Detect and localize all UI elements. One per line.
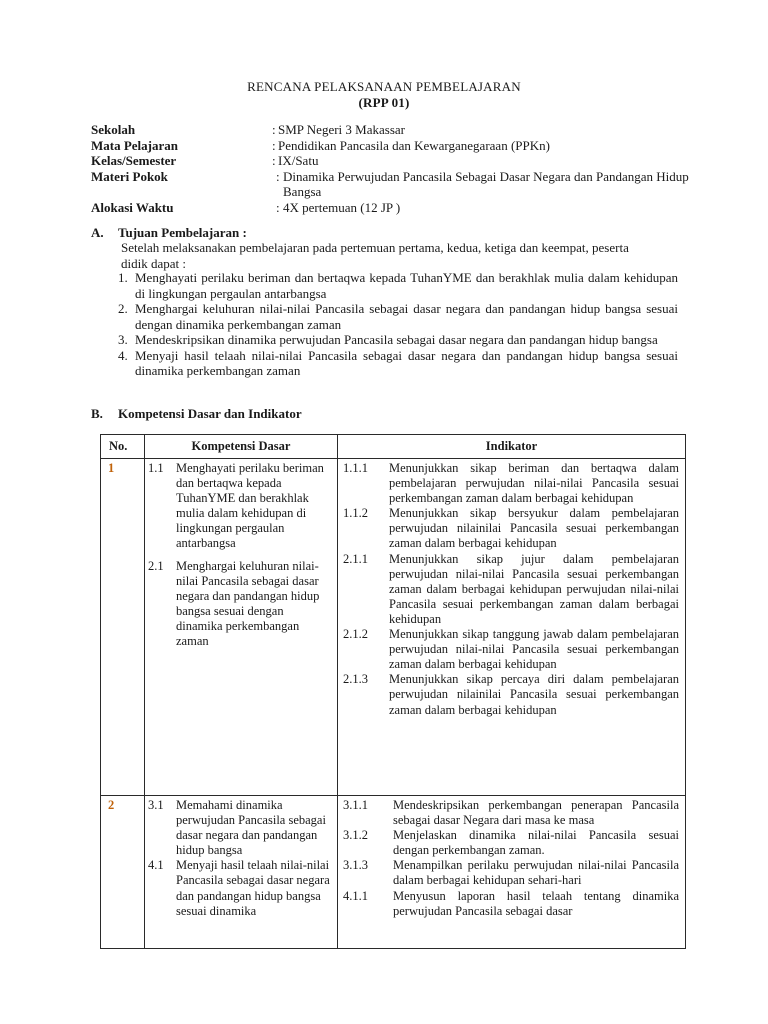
indikator-item: [343, 506, 679, 551]
indikator-text: Mendeskripsikan perkembangan penerapan Pancasila sebagai dasar Negara dari masa ke masa: [393, 798, 679, 828]
section-a-intro: Setelah melaksanakan pembelajaran pada pertemuan pertama, kedua, ketiga dan keempat, peserta didik dapat :: [121, 240, 629, 271]
section-title: Tujuan Pembelajaran :: [118, 225, 247, 240]
kd-item: [148, 559, 333, 650]
kd-item: [148, 858, 333, 918]
row-number: 2: [101, 796, 145, 949]
kd-code: 4.1: [148, 858, 164, 873]
meta-label: Mata Pelajaran: [91, 137, 179, 153]
indikator-item: [343, 828, 679, 858]
indikator-code: 4.1.1: [343, 888, 368, 903]
header-indikator: Indikator: [338, 435, 686, 459]
indikator-item: [343, 552, 679, 627]
document-subtitle: (RPP 01): [358, 95, 410, 110]
meta-value: SMP Negeri 3 Makassar: [278, 122, 405, 137]
kd-code: 3.1: [148, 798, 164, 812]
indikator-code: 1.1.2: [343, 506, 368, 521]
table-row: [101, 459, 686, 796]
indikator-code: 2.1.3: [343, 672, 368, 687]
indikator-item: [343, 798, 679, 828]
kd-code: 2.1: [148, 558, 164, 573]
objectives-list: [118, 270, 678, 379]
meta-colon: :: [272, 137, 276, 153]
indikator-item: [343, 627, 679, 672]
header-no: No.: [101, 435, 145, 459]
kd-code: 1.1: [148, 461, 164, 475]
indikator-code: 1.1.1: [343, 461, 368, 475]
indikator-code: 3.1.1: [343, 798, 368, 812]
section-b-heading: [91, 406, 302, 422]
indikator-code: 3.1.3: [343, 858, 368, 873]
section-letter: B.: [91, 406, 103, 421]
kd-item: [148, 798, 333, 858]
kd-item: [148, 461, 333, 552]
indikator-text: Menunjukkan sikap jujur dalam pembelajaran perwujudan nilai-nilai Pancasila sesuai perkembangan zaman dalam berbagai kehidupan perwujudan nilai-nilai Pancasila sesuai perkembangan zaman dalam berbagai kehidupan: [389, 551, 679, 626]
indikator-cell: [338, 796, 686, 949]
indikator-code: 2.1.2: [343, 627, 368, 642]
meta-colon: :: [272, 122, 276, 137]
meta-label: Kelas/Semester: [91, 153, 177, 168]
meta-value: Pendidikan Pancasila dan Kewarganegaraan (PPKn): [278, 137, 550, 153]
meta-colon: :: [276, 199, 280, 215]
kd-cell: [145, 796, 338, 949]
row-number: 1: [101, 459, 145, 796]
list-item: [118, 348, 678, 379]
kd-text: Memahami dinamika perwujudan Pancasila sebagai dasar negara dan pandangan hidup bangsa: [176, 798, 326, 858]
indikator-text: Menyusun laporan hasil telaah tentang dinamika perwujudan Pancasila sebagai dasar: [393, 888, 679, 918]
indikator-text: Menunjukkan sikap percaya diri dalam pembelajaran perwujudan nilainilai Pancasila sesuai perkembangan zaman dalam berbagai kehidupan: [389, 672, 679, 717]
indikator-text: Menunjukkan sikap beriman dan bertaqwa dalam pembelajaran perwujudan nilai-nilai Pancasila sesuai perkembangan zaman dalam berbagai kehidupan: [389, 461, 679, 506]
list-number: 1.: [118, 270, 128, 285]
meta-colon: :: [276, 168, 280, 184]
kd-text: Menyaji hasil telaah nilai-nilai Pancasila sebagai dasar negara dan pandangan hidup bangsa sesuai dinamika: [176, 858, 330, 918]
indikator-text: Menjelaskan dinamika nilai-nilai Pancasila sesuai dengan perkembangan zaman.: [393, 828, 679, 858]
list-number: 3.: [118, 332, 128, 347]
list-text: Menghayati perilaku beriman dan bertaqwa kepada TuhanYME dan berakhlak mulia dalam kehidupan di lingkungan pergaulan antarbangsa: [135, 270, 678, 301]
section-title: Kompetensi Dasar dan Indikator: [118, 406, 302, 421]
section-letter: A.: [91, 225, 104, 240]
list-item: [118, 332, 678, 348]
list-number: 2.: [118, 301, 128, 316]
kd-text: Menghargai keluhuran nilai-nilai Pancasila sebagai dasar negara dan pandangan hidup bangsa sesuai dengan dinamika perkembangan zaman: [176, 558, 320, 649]
header-kd: Kompetensi Dasar: [145, 435, 338, 459]
meta-label: Alokasi Waktu: [91, 199, 174, 215]
indikator-item: [343, 858, 679, 888]
meta-value: Dinamika Perwujudan Pancasila Sebagai Dasar Negara dan Pandangan Hidup Bangsa: [283, 168, 689, 199]
meta-colon: :: [272, 153, 276, 168]
list-item: [118, 301, 678, 332]
meta-value: 4X pertemuan (12 JP ): [283, 199, 401, 215]
table-header-row: [101, 435, 686, 459]
list-number: 4.: [118, 347, 128, 363]
list-item: [118, 270, 678, 301]
list-text: Mendeskripsikan dinamika perwujudan Pancasila sebagai dasar negara dan pandangan hidup bangsa: [135, 332, 658, 347]
indikator-code: 3.1.2: [343, 828, 368, 843]
table-row: [101, 796, 686, 949]
kd-cell: [145, 459, 338, 796]
indikator-item: [343, 889, 679, 919]
indikator-code: 2.1.1: [343, 551, 368, 566]
meta-label: Sekolah: [91, 122, 136, 137]
indikator-text: Menunjukkan sikap tanggung jawab dalam pembelajaran perwujudan nilai-nilai Pancasila sesuai perkembangan zaman dalam berbagai kehidupan: [389, 627, 679, 672]
meta-label: Materi Pokok: [91, 168, 168, 184]
list-text: Menyaji hasil telaah nilai-nilai Pancasila sebagai dasar negara dan pandangan hidup bangsa sesuai dinamika perkembangan zaman: [135, 347, 678, 378]
indikator-cell: [338, 459, 686, 796]
meta-value: IX/Satu: [278, 153, 319, 168]
indikator-item: [343, 461, 679, 506]
indikator-text: Menunjukkan sikap bersyukur dalam pembelajaran perwujudan nilainilai Pancasila sesuai perkembangan zaman dalam berbagai kehidupan: [389, 506, 679, 551]
list-text: Menghargai keluhuran nilai-nilai Pancasila sebagai dasar negara dan pandangan hidup bangsa sesuai dengan dinamika perkembangan zaman: [135, 301, 678, 332]
competency-table: [100, 434, 686, 949]
section-a-heading: [91, 225, 247, 241]
document-title: RENCANA PELAKSANAAN PEMBELAJARAN: [247, 79, 521, 94]
kd-text: Menghayati perilaku beriman dan bertaqwa kepada TuhanYME dan berakhlak mulia dalam kehidupan di lingkungan pergaulan antarbangsa: [176, 461, 324, 551]
indikator-text: Menampilkan perilaku perwujudan nilai-nilai Pancasila dalam berbagai kehidupan sehari-hari: [393, 858, 679, 888]
indikator-item: [343, 672, 679, 717]
